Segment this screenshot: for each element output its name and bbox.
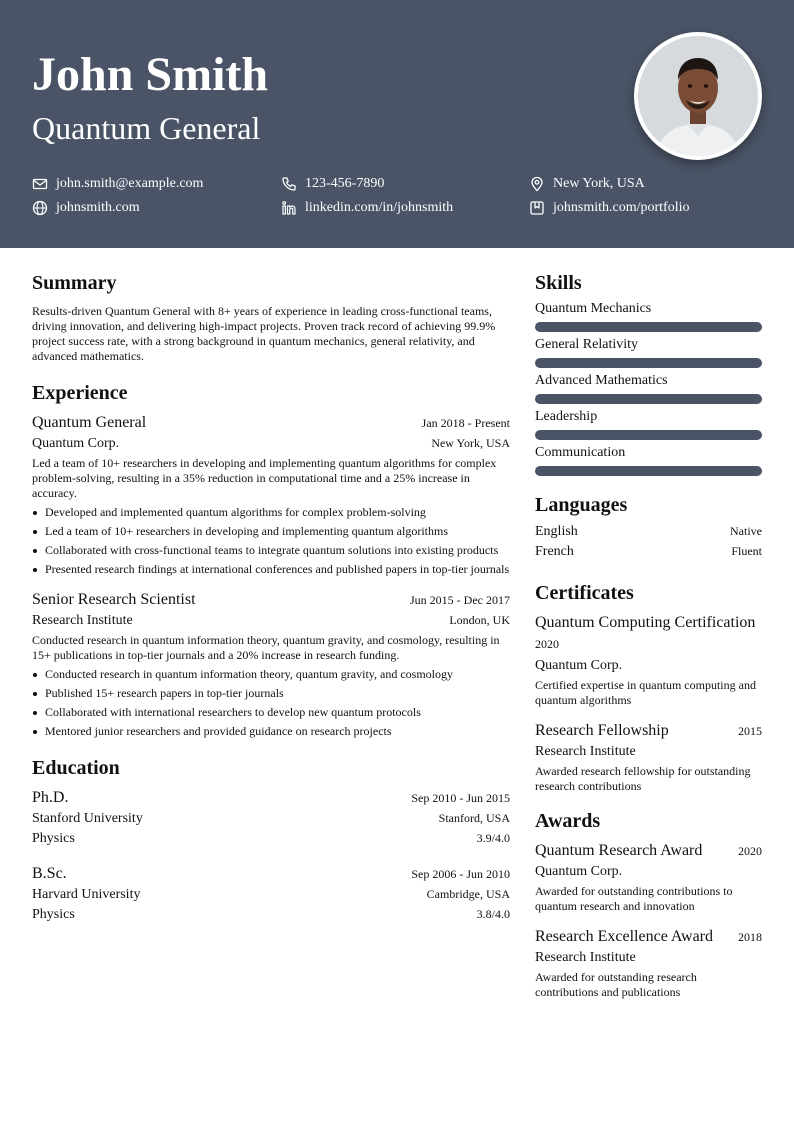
contact-phone-text: 123-456-7890 (305, 176, 385, 191)
contact-website-text: johnsmith.com (56, 200, 140, 215)
skill-name: General Relativity (535, 337, 639, 352)
certificate-name: Quantum Computing Certification (535, 614, 756, 631)
contact-email[interactable] (32, 175, 203, 193)
skill-item (535, 372, 762, 404)
avatar-illustration (638, 36, 758, 156)
summary-section (32, 270, 510, 364)
skill-name: Advanced Mathematics (535, 373, 668, 388)
skill-item (535, 300, 762, 332)
job-description: Conducted research in quantum information theory, quantum gravity, and cosmology, resulting in 15+ publications in top-tier journals and a 20% increase in research funding. (32, 633, 500, 662)
certificate-year: 2020 (535, 637, 559, 651)
job-dates: Jun 2015 - Dec 2017 (410, 593, 510, 607)
contact-location-text: New York, USA (553, 176, 645, 191)
job-bullet: Developed and implemented quantum algorithms for complex problem-solving (32, 505, 510, 520)
summary-text: Results-driven Quantum General with 8+ years of experience in leading cross-functional teams, driving innovation, and delivering high-impact projects. Proven track record of achieving 99.9% project success rate, with a strong background in quantum mechanics, general relativity, and advanced mathematics. (32, 304, 496, 363)
skill-name: Leadership (535, 409, 598, 424)
contact-phone[interactable] (281, 175, 384, 193)
edu-field: Physics (32, 831, 75, 846)
edu-field: Physics (32, 907, 75, 922)
main-column (32, 270, 510, 925)
edu-dates: Sep 2006 - Jun 2010 (411, 867, 510, 881)
skill-bar (535, 358, 762, 368)
edu-school: Stanford University (32, 811, 143, 826)
contact-website[interactable] (32, 199, 140, 217)
award-entry (535, 840, 762, 914)
certificate-entry (535, 612, 762, 708)
skill-bar (535, 466, 762, 476)
education-heading: Education (32, 757, 120, 779)
education-section (32, 755, 510, 925)
linkedin-icon (281, 200, 297, 216)
certificate-issuer: Quantum Corp. (535, 658, 623, 673)
contact-linkedin[interactable] (281, 199, 453, 217)
globe-icon (32, 200, 48, 216)
language-item (535, 542, 762, 562)
languages-section (535, 492, 762, 562)
skill-name: Quantum Mechanics (535, 301, 652, 316)
award-name: Research Excellence Award (535, 928, 713, 945)
skill-item (535, 336, 762, 368)
skill-item (535, 444, 762, 476)
job-bullets (32, 667, 510, 739)
resume-header (0, 0, 794, 248)
job-bullets (32, 505, 510, 577)
award-entry (535, 926, 762, 1000)
edu-degree: Ph.D. (32, 789, 69, 806)
awards-section (535, 808, 762, 1000)
languages-heading: Languages (535, 494, 628, 516)
certificate-description: Certified expertise in quantum computing and quantum algorithms (535, 678, 756, 707)
job-company: Research Institute (32, 613, 133, 628)
job-title: Senior Research Scientist (32, 591, 196, 608)
contact-linkedin-text: linkedin.com/in/johnsmith (305, 200, 454, 215)
summary-heading: Summary (32, 272, 117, 294)
certificates-section (535, 580, 762, 794)
award-description: Awarded for outstanding contributions to quantum research and innovation (535, 884, 733, 913)
edu-gpa: 3.9/4.0 (476, 831, 510, 845)
language-name: French (535, 544, 574, 559)
certificate-year: 2015 (738, 724, 762, 738)
contact-location (529, 175, 645, 193)
edu-location: Cambridge, USA (426, 887, 510, 901)
award-year: 2020 (738, 844, 762, 858)
language-level: Native (730, 524, 762, 538)
education-entry (32, 787, 510, 849)
experience-heading: Experience (32, 382, 128, 404)
certificate-name: Research Fellowship (535, 722, 669, 739)
job-bullet: Published 15+ research papers in top-tier journals (32, 686, 510, 701)
certificate-entry (535, 720, 762, 794)
skills-section (535, 270, 762, 476)
certificates-heading: Certificates (535, 582, 634, 604)
award-name: Quantum Research Award (535, 842, 703, 859)
job-dates: Jan 2018 - Present (421, 416, 510, 430)
award-issuer: Research Institute (535, 950, 636, 965)
job-bullet: Led a team of 10+ researchers in developing and implementing quantum algorithms (32, 524, 510, 539)
education-entry (32, 863, 510, 925)
language-item (535, 522, 762, 542)
profile-photo (634, 32, 762, 160)
portfolio-icon (529, 200, 545, 216)
job-entry (32, 412, 510, 577)
skill-name: Communication (535, 445, 626, 460)
awards-heading: Awards (535, 810, 601, 832)
job-bullet: Collaborated with cross-functional teams to integrate quantum solutions into existing products (32, 543, 510, 558)
contact-email-text: john.smith@example.com (56, 176, 204, 191)
contact-portfolio-text: johnsmith.com/portfolio (553, 200, 690, 215)
edu-school: Harvard University (32, 887, 141, 902)
job-bullet: Presented research findings at international conferences and published papers in top-tier journals (32, 562, 510, 577)
skill-bar (535, 430, 762, 440)
language-name: English (535, 524, 578, 539)
skill-bar (535, 394, 762, 404)
edu-location: Stanford, USA (438, 811, 510, 825)
location-pin-icon (529, 176, 545, 192)
job-company: Quantum Corp. (32, 436, 120, 451)
edu-degree: B.Sc. (32, 865, 67, 882)
sidebar-column (535, 270, 762, 1000)
candidate-name: John Smith (32, 48, 269, 101)
contact-portfolio[interactable] (529, 199, 690, 217)
phone-icon (281, 176, 297, 192)
job-location: London, UK (449, 613, 510, 627)
job-bullet: Conducted research in quantum information theory, quantum gravity, and cosmology (32, 667, 510, 682)
job-title: Quantum General (32, 414, 147, 431)
job-description: Led a team of 10+ researchers in developing and implementing quantum algorithms for complex problem-solving, resulting in a 35% reduction in computational time and a 25% increase in accuracy. (32, 456, 497, 500)
skill-bar (535, 322, 762, 332)
job-entry (32, 589, 510, 739)
job-bullet: Mentored junior researchers and provided guidance on research projects (32, 724, 510, 739)
award-description: Awarded for outstanding research contributions and publications (535, 970, 697, 999)
candidate-title: Quantum General (32, 110, 261, 146)
skill-item (535, 408, 762, 440)
job-location: New York, USA (431, 436, 510, 450)
experience-section (32, 380, 510, 739)
language-level: Fluent (731, 544, 762, 558)
award-year: 2018 (738, 930, 762, 944)
skills-heading: Skills (535, 272, 582, 294)
award-issuer: Quantum Corp. (535, 864, 623, 879)
edu-gpa: 3.8/4.0 (476, 907, 510, 921)
certificate-issuer: Research Institute (535, 744, 636, 759)
certificate-description: Awarded research fellowship for outstanding research contributions (535, 764, 751, 793)
mail-icon (32, 176, 48, 192)
job-bullet: Collaborated with international researchers to develop new quantum protocols (32, 705, 510, 720)
edu-dates: Sep 2010 - Jun 2015 (411, 791, 510, 805)
